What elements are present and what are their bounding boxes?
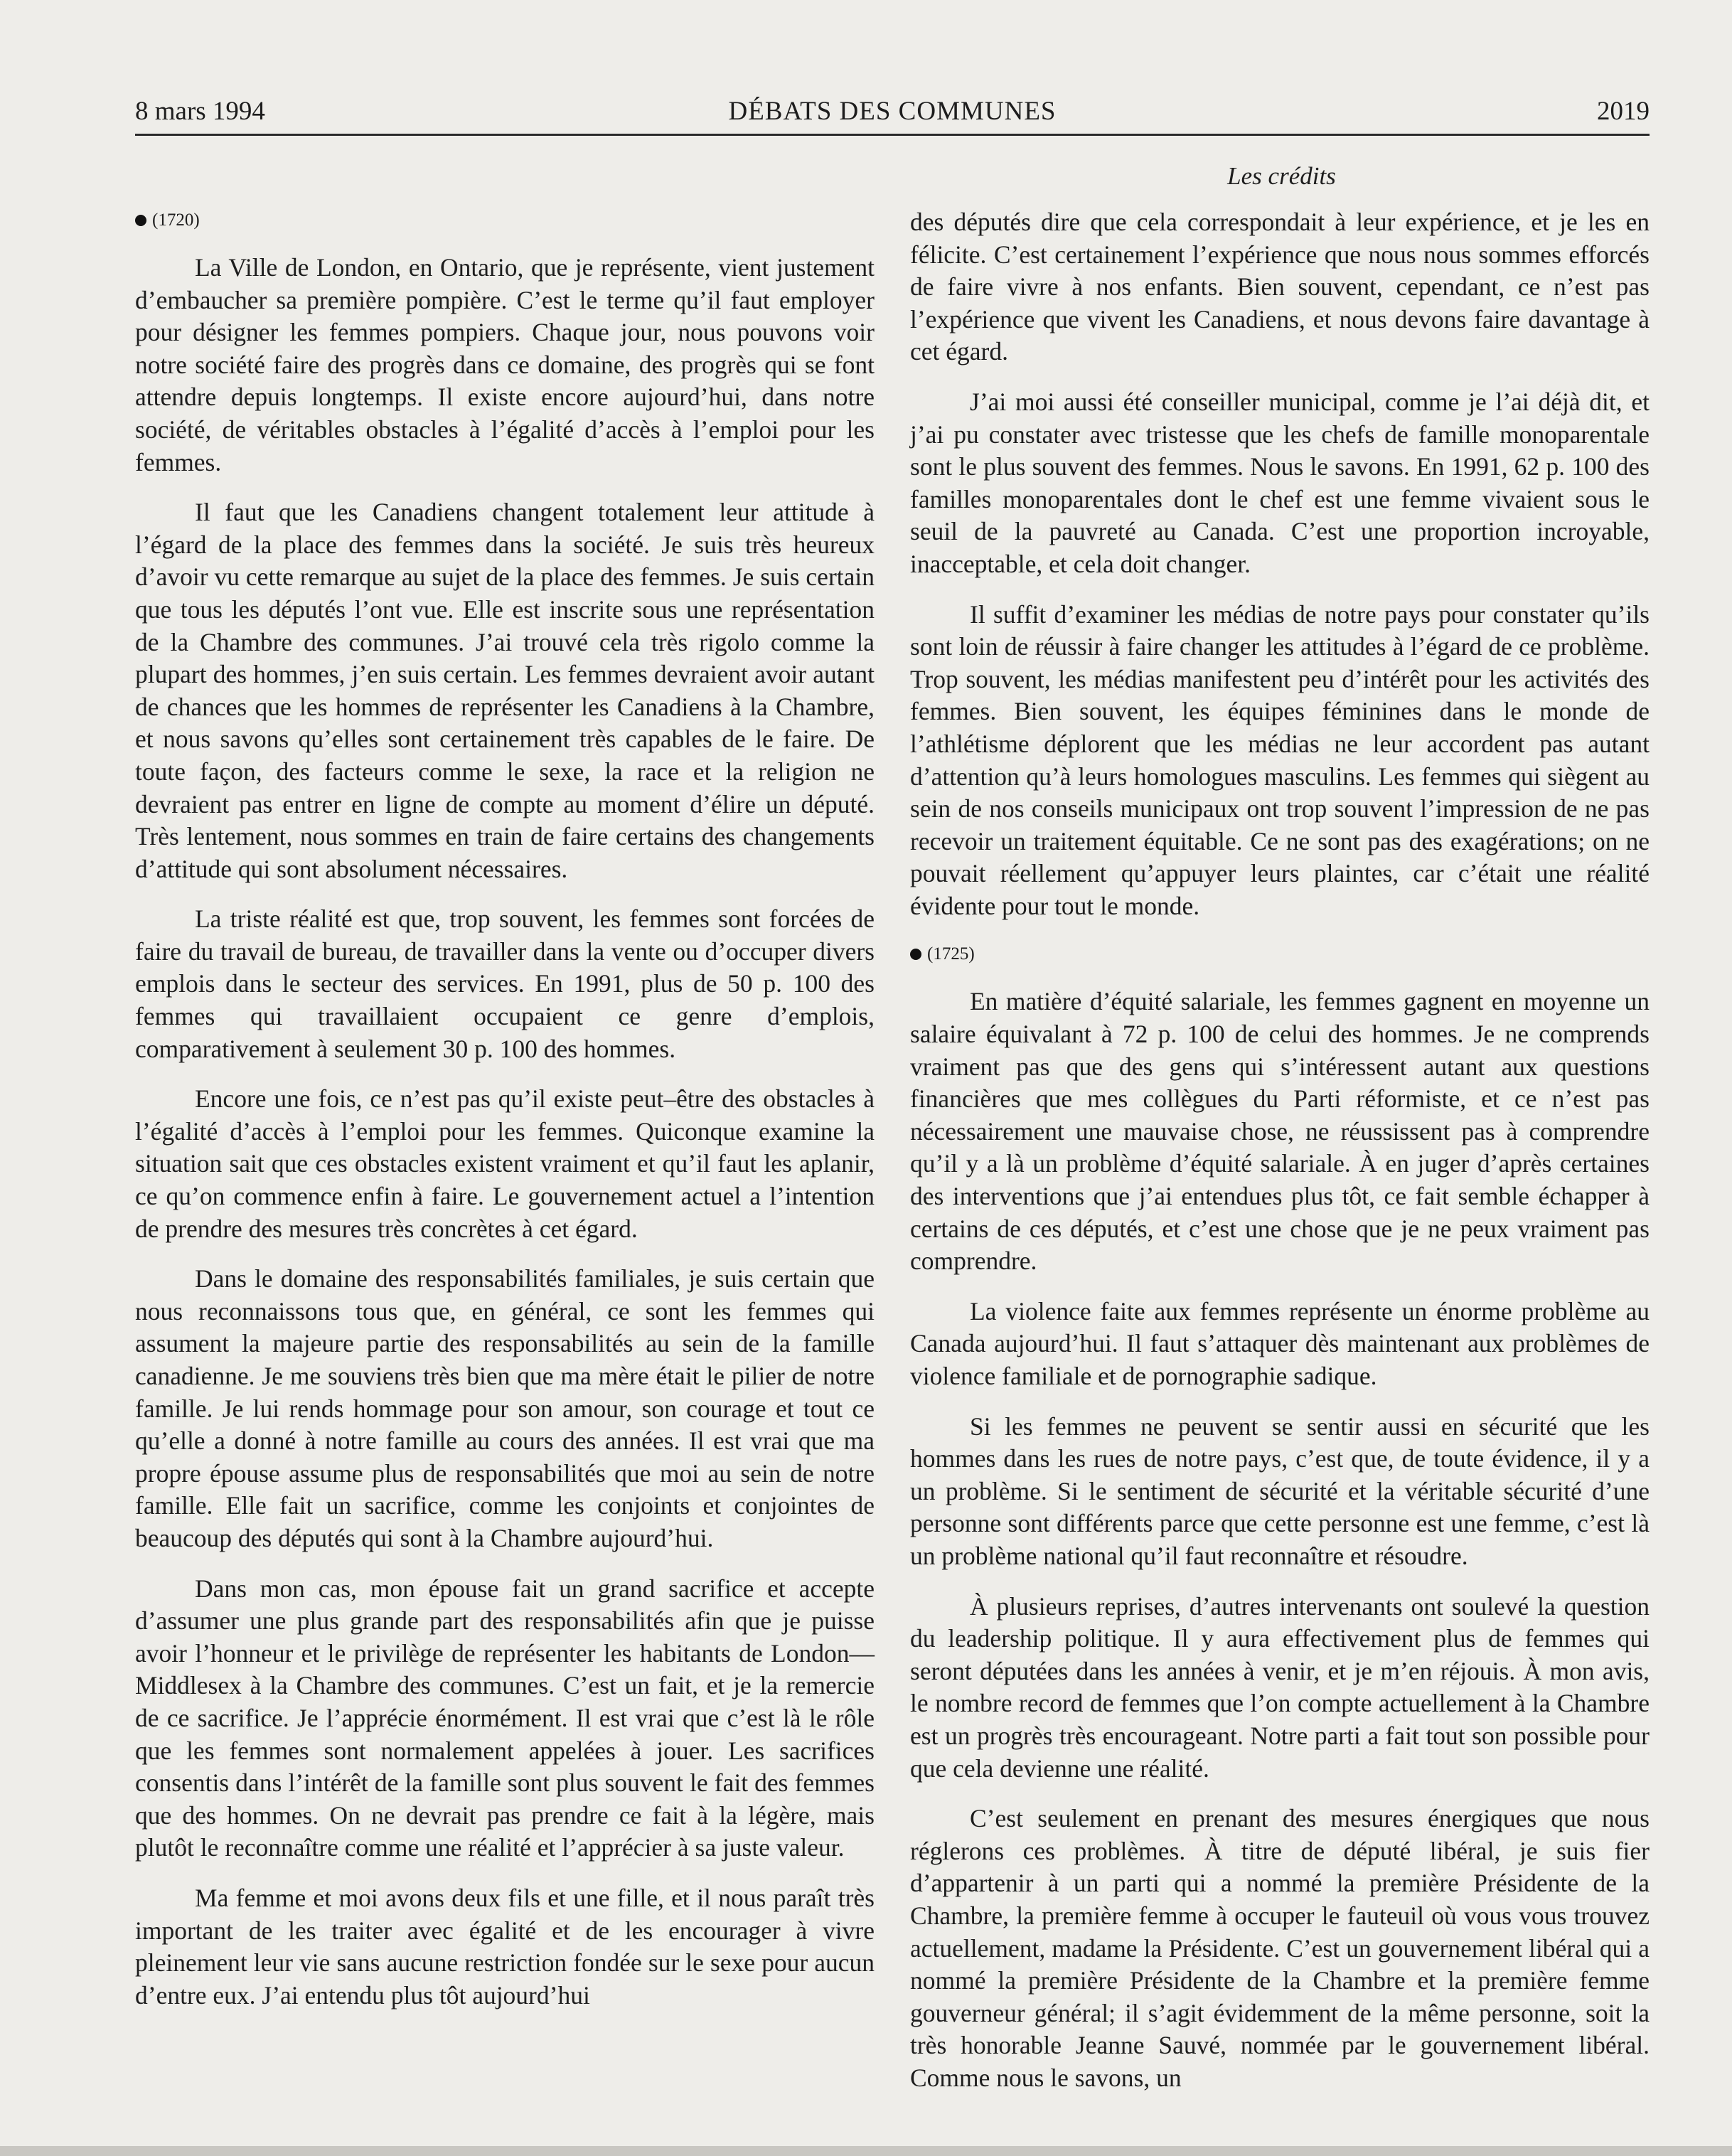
bullet-dot-icon — [135, 215, 146, 226]
paragraph: La violence faite aux femmes représente un énorme problème au Canada aujourd’hui. Il faut s’attaquer dès maintenant aux problèmes de violence familiale et de pornographie sadique. — [910, 1296, 1650, 1390]
paragraph: En matière d’équité salariale, les femmes gagnent en moyenne un salaire équivalant à 72 p. 100 de celui des hommes. Je ne comprends vraiment pas que des gens qui s’intéressent autant aux questions financières que mes collègues du Parti réformiste, et ce n’est pas nécessairement une mauvaise chose, ne réussissent pas à comprendre qu’il y a là un problème d’équité salariale. À en juger d’après certaines des interventions que j’ai entendues plus tôt, ce fait semble échapper à certains de ces députés, et c’est une chose que je ne peux vraiment pas comprendre. — [910, 987, 1650, 1276]
header-rule — [135, 134, 1650, 136]
paragraph: Encore une fois, ce n’est pas qu’il existe peut–être des obstacles à l’égalité d’accès à l’emploi pour les femmes. Quiconque examine la situation sait que ces obstacles existent vraiment et qu’il faut les aplanir, ce qu’on commence enfin à faire. Le gouvernement actuel a l’intention de prendre des mesures très concrètes à cet égard. — [135, 1084, 875, 1243]
header-page-number: 2019 — [1597, 97, 1650, 126]
paragraph: La Ville de London, en Ontario, que je représente, vient justement d’embaucher sa première pompière. C’est le terme qu’il faut employer pour désigner les femmes pompiers. Chaque jour, nous pouvons voir notre société faire des progrès dans ce domaine, des progrès qui se font attendre depuis longtemps. Il existe encore aujourd’hui, dans notre société, de véritables obstacles à l’égalité d’accès à l’emploi pour les femmes. — [135, 253, 875, 476]
bullet-dot-icon — [910, 949, 921, 960]
time-marker — [910, 940, 1650, 968]
paragraph: J’ai moi aussi été conseiller municipal, comme je l’ai déjà dit, et j’ai pu constater avec tristesse que les chefs de famille monoparentale sont le plus souvent des femmes. Nous le savons. En 1991, 62 p. 100 des familles monoparentales dont le chef est une femme vivaient sous le seuil de la pauvreté au Canada. C’est une proportion incroyable, inacceptable, et cela doit changer. — [910, 387, 1650, 578]
continuation-paragraph: des députés dire que cela correspondait à leur expérience, et je les en félicite. C’est certainement l’expérience que nous nous sommes efforcés de faire vivre à nos enfants. Bien souvent, cependant, ce n’est pas l’expérience que vivent les Canadiens, et nous devons faire davantage à cet égard. — [910, 208, 1650, 366]
right-column — [910, 206, 1650, 2112]
time-marker-text: (1725) — [927, 944, 975, 964]
time-marker — [135, 206, 875, 235]
header-date: 8 mars 1994 — [135, 97, 265, 126]
header-publication: DÉBATS DES COMMUNES — [728, 97, 1057, 126]
paragraph: Dans mon cas, mon épouse fait un grand sacrifice et accepte d’assumer une plus grande part des responsabilités afin que je puisse avoir l’honneur et le privilège de représenter les habitants de London—Middlesex à la Chambre des communes. C’est un fait, et je la remercie de ce sacrifice. Je l’apprécie énormément. Il est vrai que c’est là le rôle que les femmes sont normalement appelées à jouer. Les sacrifices consentis dans l’intérêt de la famille sont plus souvent le fait des femmes que des hommes. On ne devrait pas prendre ce fait à la légère, mais plutôt le reconnaître comme une réalité et l’apprécier à sa juste valeur. — [135, 1574, 875, 1862]
section-title — [135, 162, 1650, 191]
paragraph: Si les femmes ne peuvent se sentir aussi en sécurité que les hommes dans les rues de notre pays, c’est que, de toute évidence, il y a un problème. Si le sentiment de sécurité et la véritable sécurité d’une personne sont différents parce que cette personne est une femme, c’est là un problème national qu’il faut reconnaître et résoudre. — [910, 1411, 1650, 1570]
paragraph: La triste réalité est que, trop souvent, les femmes sont forcées de faire du travail de bureau, de travailler dans la vente ou d’occuper divers emplois dans le secteur des services. En 1991, plus de 50 p. 100 des femmes qui travaillaient occupaient ce genre d’emplois, comparativement à seulement 30 p. 100 des hommes. — [135, 904, 875, 1063]
paragraph: C’est seulement en prenant des mesures énergiques que nous réglerons ces problèmes. À titre de député libéral, je suis fier d’appartenir à un parti qui a nommé la première Présidente de la Chambre, la première femme à occuper le fauteuil où vous vous trouvez actuellement, madame la Présidente. C’est un gouvernement libéral qui a nommé la première Présidente de la Chambre et la première femme gouverneur général; il s’agit évidemment de la même personne, soit la très honorable Jeanne Sauvé, nommée par le gouvernement libéral. Comme nous le savons, un — [910, 1804, 1650, 2092]
page-header — [135, 91, 1650, 132]
time-marker-text: (1720) — [152, 210, 200, 230]
section-title-text: Les crédits — [1227, 162, 1336, 190]
scan-edge — [0, 2146, 1732, 2156]
paragraph: Il suffit d’examiner les médias de notre pays pour constater qu’ils sont loin de réussir à faire changer les attitudes à l’égard de ce problème. Trop souvent, les médias manifestent peu d’intérêt pour les activités des femmes. Bien souvent, les équipes féminines dans le monde de l’athlétisme déplorent que les médias ne leur accordent pas autant d’attention qu’à leurs homologues masculins. Les femmes qui siègent au sein de nos conseils municipaux ont trop souvent l’impression de ne pas recevoir un traitement équitable. Ce ne sont pas des exagérations; on ne pouvait réellement qu’appuyer leurs plaintes, car c’était une réalité évidente pour tout le monde. — [910, 599, 1650, 920]
paragraph: Dans le domaine des responsabilités familiales, je suis certain que nous reconnaissons tous que, en général, ce sont les femmes qui assument la majeure partie des responsabilités au sein de la famille canadienne. Je me souviens très bien que ma mère était le pilier de notre famille. Je lui rends hommage pour son amour, son courage et tout ce qu’elle a donné à notre famille au cours des années. Il est vrai que ma propre épouse assume plus de responsabilités que moi au sein de notre famille. Elle fait un sacrifice, comme les conjoints et conjointes de beaucoup des députés qui sont à la Chambre aujourd’hui. — [135, 1264, 875, 1552]
paragraph: Ma femme et moi avons deux fils et une fille, et il nous paraît très important de les traiter avec égalité et de les encourager à vivre pleinement leur vie sans aucune restriction fondée sur le sexe pour aucun d’entre eux. J’ai entendu plus tôt aujourd’hui — [135, 1883, 875, 2010]
left-column — [135, 206, 875, 2029]
paragraph: À plusieurs reprises, d’autres intervenants ont soulevé la question du leadership politique. Il y aura effectivement plus de femmes qui seront députées dans les années à venir, et je m’en réjouis. À mon avis, le nombre record de femmes que l’on compte actuellement à la Chambre est un progrès très encourageant. Notre parti a fait tout son possible pour que cela devienne une réalité. — [910, 1591, 1650, 1783]
paragraph: Il faut que les Canadiens changent totalement leur attitude à l’égard de la place des femmes dans la société. Je suis très heureux d’avoir vu cette remarque au sujet de la place des femmes. Je suis certain que tous les députés l’ont vue. Elle est inscrite sous une représentation de la Chambre des communes. J’ai trouvé cela très rigolo comme la plupart des hommes, j’en suis certain. Les femmes devraient avoir autant de chances que les hommes de représenter les Canadiens à la Chambre, et nous savons qu’elles sont certainement très capables de le faire. De toute façon, des facteurs comme le sexe, la race et la religion ne devraient pas entrer en ligne de compte au moment d’élire un député. Très lentement, nous sommes en train de faire certains des changements d’attitude qui sont absolument nécessaires. — [135, 498, 875, 883]
